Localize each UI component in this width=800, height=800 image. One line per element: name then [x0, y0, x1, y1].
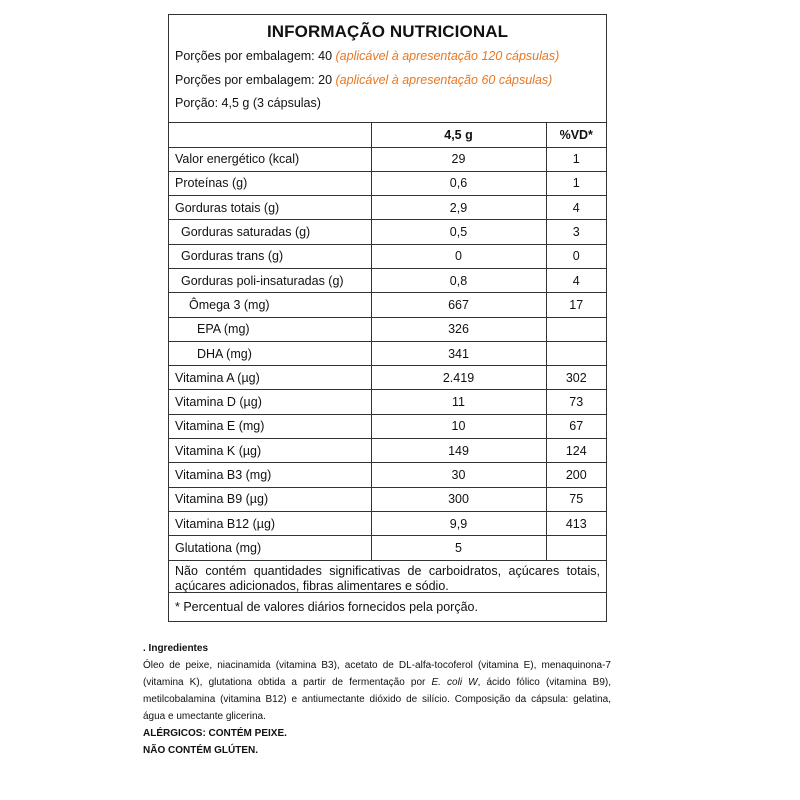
nutrient-amount: 326: [371, 317, 546, 341]
nutrient-amount: 10: [371, 414, 546, 438]
nutrient-daily-value: 4: [546, 196, 606, 220]
nutrient-name: Gorduras trans (g): [169, 244, 371, 268]
nutrient-amount: 0,5: [371, 220, 546, 244]
table-row: [169, 463, 606, 487]
nutrient-daily-value: 1: [546, 171, 606, 195]
nutrient-amount: 11: [371, 390, 546, 414]
table-row: [169, 487, 606, 511]
table-row: [169, 147, 606, 171]
nutrient-daily-value: 75: [546, 487, 606, 511]
table-row: [169, 341, 606, 365]
nutrient-name: Gorduras saturadas (g): [169, 220, 371, 244]
table-row: [169, 268, 606, 292]
nutrient-amount: 341: [371, 341, 546, 365]
nutrient-daily-value: 4: [546, 268, 606, 292]
nutrient-daily-value: 124: [546, 439, 606, 463]
panel-title: INFORMAÇÃO NUTRICIONAL: [266, 22, 509, 41]
header-name: [169, 123, 371, 148]
table-row: [169, 171, 606, 195]
nutrient-amount: 149: [371, 439, 546, 463]
nutrient-name: DHA (mg): [169, 341, 371, 365]
ingredients-organism: E. coli W: [431, 677, 478, 688]
table-row: [169, 390, 606, 414]
nutrient-amount: 2,9: [371, 196, 546, 220]
nutrient-name: Glutationa (mg): [169, 536, 371, 560]
nutrient-amount: 30: [371, 463, 546, 487]
nutrient-name: Vitamina B12 (µg): [169, 511, 371, 535]
table-row: [169, 220, 606, 244]
nutrient-daily-value: 67: [546, 414, 606, 438]
nutrient-name: Vitamina A (µg): [169, 366, 371, 390]
table-row: [169, 244, 606, 268]
nutrient-daily-value: 3: [546, 220, 606, 244]
nutrient-name: Vitamina B9 (µg): [169, 487, 371, 511]
nutrient-amount: 300: [371, 487, 546, 511]
servings-note: (aplicável à apresentação 120 cápsulas): [335, 49, 560, 63]
disclaimer-text: Não contém quantidades significativas de carboidratos, açúcares totais, açúcares adicionados, fibras alimentares e sódio.: [169, 560, 606, 592]
nutrient-daily-value: [546, 536, 606, 560]
nutrient-name: Vitamina B3 (mg): [169, 463, 371, 487]
ingredients-text-part: Óleo de peixe, niacinamida (vitamina B3), acetato de DL-alfa-tocoferol (vitamina E), menaquinona-7 (vitamina K), glutationa obtida a partir de fermentação por: [143, 660, 611, 688]
nutrient-amount: 667: [371, 293, 546, 317]
servings-note: (aplicável à apresentação 60 cápsulas): [335, 72, 553, 87]
nutrient-name: Ômega 3 (mg): [169, 293, 371, 317]
nutrient-daily-value: 73: [546, 390, 606, 414]
nutrient-amount: 0,6: [371, 171, 546, 195]
nutrient-daily-value: 17: [546, 293, 606, 317]
nutrient-daily-value: 413: [546, 511, 606, 535]
servings-text: Porções por embalagem: 40: [175, 49, 333, 63]
ingredients-title: . Ingredientes: [143, 643, 209, 654]
nutrient-name: Vitamina E (mg): [169, 414, 371, 438]
header-daily-value: %VD*: [546, 123, 606, 148]
nutrient-amount: 0: [371, 244, 546, 268]
footnote-text: * Percentual de valores diários fornecidos pela porção.: [169, 592, 606, 621]
nutrient-amount: 5: [371, 536, 546, 560]
nutrient-name: EPA (mg): [169, 317, 371, 341]
nutrient-name: Valor energético (kcal): [169, 147, 371, 171]
table-row: [169, 439, 606, 463]
nutrient-table: [169, 123, 606, 560]
nutrient-amount: 2.419: [371, 366, 546, 390]
ingredients-section: [143, 640, 611, 759]
portion-size: Porção: 4,5 g (3 cápsulas): [175, 96, 321, 110]
nutrient-daily-value: [546, 341, 606, 365]
panel-header: [169, 15, 606, 123]
ingredients-list: [143, 657, 611, 725]
table-row: [169, 511, 606, 535]
nutrient-name: Gorduras totais (g): [169, 196, 371, 220]
ingredients-text-part: , ácido fólico (vitamina B9), metilcobalamina (vitamina B12) e antiumectante dióxido de silício. Composição da cápsula: gelatina, água e umectante glicerina.: [143, 677, 611, 722]
table-row: [169, 414, 606, 438]
nutrition-facts-panel: [168, 14, 607, 622]
table-row: [169, 536, 606, 560]
table-row: [169, 366, 606, 390]
nutrient-daily-value: 200: [546, 463, 606, 487]
nutrient-daily-value: 302: [546, 366, 606, 390]
table-row: [169, 293, 606, 317]
nutrient-amount: 29: [371, 147, 546, 171]
nutrient-name: Proteínas (g): [169, 171, 371, 195]
allergen-warning: ALÉRGICOS: CONTÉM PEIXE.: [143, 728, 287, 739]
servings-per-package-120: [175, 45, 600, 69]
table-row: [169, 196, 606, 220]
nutrient-name: Vitamina K (µg): [169, 439, 371, 463]
table-header-row: [169, 123, 606, 148]
nutrient-name: Gorduras poli-insaturadas (g): [169, 268, 371, 292]
nutrient-daily-value: [546, 317, 606, 341]
gluten-warning: NÃO CONTÉM GLÚTEN.: [143, 745, 258, 756]
nutrient-amount: 9,9: [371, 511, 546, 535]
nutrient-daily-value: 1: [546, 147, 606, 171]
servings-per-package-60: [175, 69, 600, 93]
header-amount: 4,5 g: [371, 123, 546, 148]
nutrient-name: Vitamina D (µg): [169, 390, 371, 414]
nutrient-amount: 0,8: [371, 268, 546, 292]
servings-text: Porções por embalagem: 20: [175, 72, 333, 87]
table-row: [169, 317, 606, 341]
nutrient-daily-value: 0: [546, 244, 606, 268]
